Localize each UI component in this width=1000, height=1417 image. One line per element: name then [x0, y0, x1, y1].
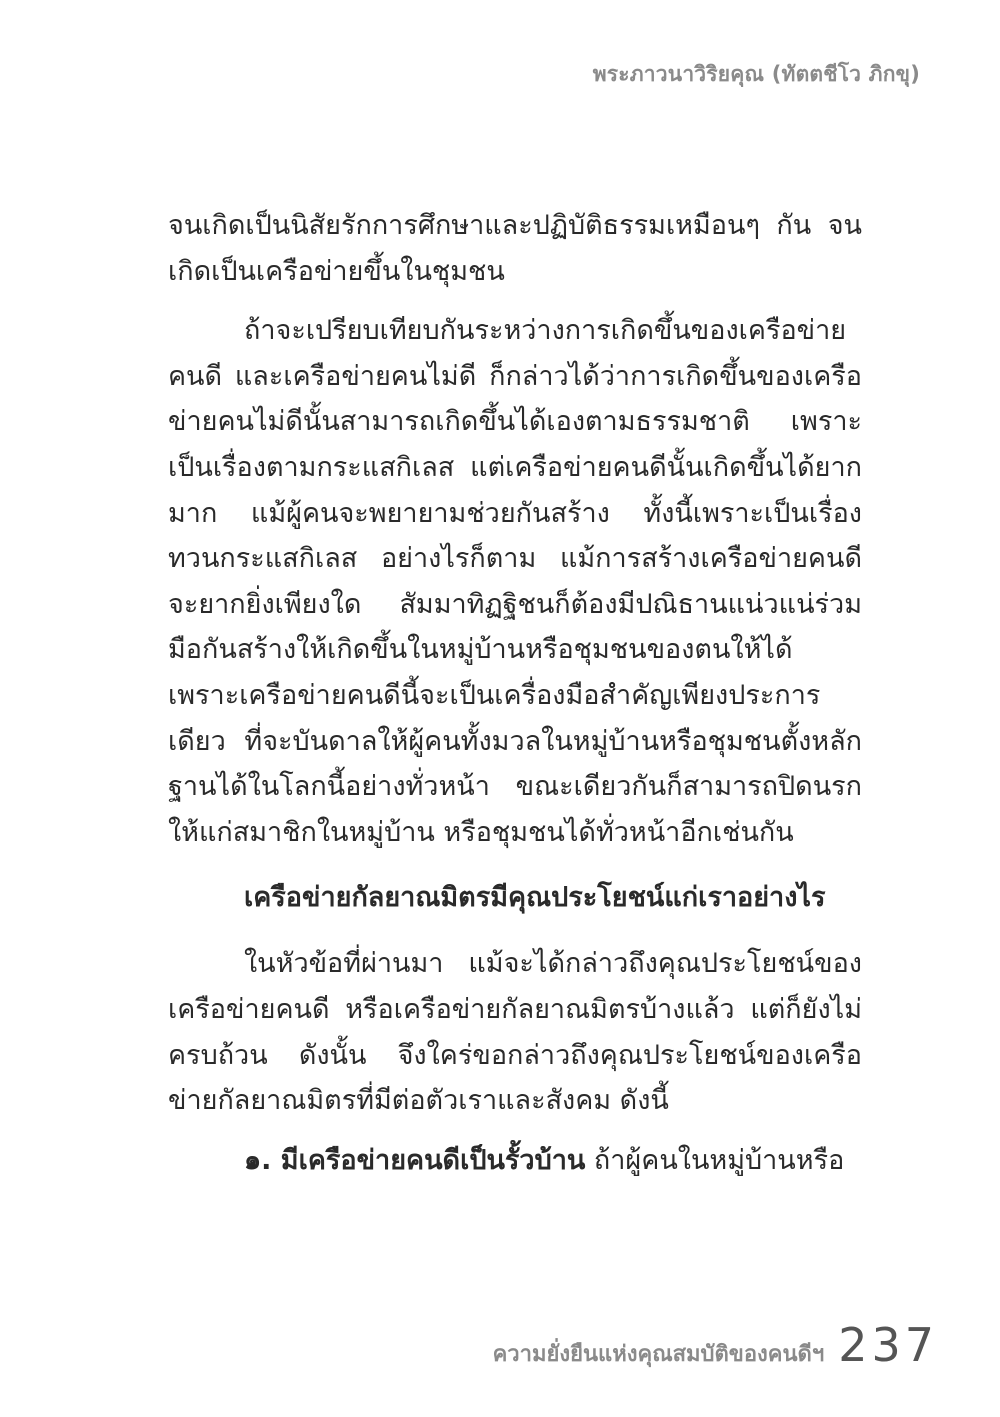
- footer-book-title: ความยั่งยืนแห่งคุณสมบัติของคนดีฯ: [492, 1342, 825, 1367]
- paragraph: จนเกิดเป็นนิสัยรักการศึกษาและปฏิบัติธรรมเหมือนๆ กัน จนเกิดเป็นเครือข่ายขึ้นในชุมชน: [168, 210, 862, 287]
- page-number: 237: [838, 1318, 938, 1372]
- list-item-text: ถ้าผู้คนในหมู่บ้านหรือ: [585, 1144, 845, 1176]
- page-footer: [493, 1318, 938, 1372]
- paragraph-gap: [168, 294, 862, 308]
- paragraph: ในหัวข้อที่ผ่านมา แม้จะได้กล่าวถึงคุณประโยชน์ของเครือข่ายคนดี หรือเครือข่ายกัลยาณมิตรบ้างแล้ว แต่ก็ยังไม่ครบถ้วน ดังนั้น จึงใคร่ขอกล่าวถึงคุณประโยชน์ของเครือข่ายกัลยาณมิตรที่มีต่อตัวเราและสังคม ดังนี้: [168, 948, 862, 1117]
- paragraph-gap: [168, 927, 862, 941]
- paragraph: ถ้าจะเปรียบเทียบกันระหว่างการเกิดขึ้นของเครือข่ายคนดี และเครือข่ายคนไม่ดี ก็กล่าวได้ว่าการเกิดขึ้นของเครือข่ายคนไม่ดีนั้นสามารถเกิดขึ้นได้เองตามธรรมชาติ เพราะเป็นเรื่องตามกระแสกิเลส แต่เครือข่ายคนดีนั้นเกิดขึ้นได้ยากมาก แม้ผู้คนจะพยายามช่วยกันสร้าง ทั้งนี้เพราะเป็นเรื่องทวนกระแสกิเลส อย่างไรก็ตาม แม้การสร้างเครือข่ายคนดีจะยากยิ่งเพียงใด สัมมาทิฏฐิชนก็ต้องมีปณิธานแน่วแน่ร่วมมือกันสร้างให้เกิดขึ้นในหมู่บ้านหรือชุมชนของตนให้ได้ เพราะเครือข่ายคนดีนี้จะเป็นเครื่องมือสำคัญเพียงประการเดียว ที่จะบันดาลให้ผู้คนทั้งมวลในหมู่บ้านหรือชุมชนตั้งหลักฐานได้ในโลกนี้อย่างทั่วหน้า ขณะเดียวกันก็สามารถปิดนรกให้แก่สมาชิกในหมู่บ้าน หรือชุมชนได้ทั่วหน้าอีกเช่นกัน: [168, 315, 862, 848]
- body-text: [168, 203, 862, 1183]
- running-header: พระภาวนาวิริยคุณ (ทัตตชีโว ภิกขุ): [592, 62, 920, 86]
- paragraph-gap: [168, 855, 862, 869]
- paragraph-gap: [168, 1124, 862, 1138]
- section-heading: เครือข่ายกัลยาณมิตรมีคุณประโยชน์แก่เราอย่างไร: [244, 882, 826, 914]
- list-item: [168, 1138, 862, 1184]
- list-item-lead: ๑. มีเครือข่ายคนดีเป็นรั้วบ้าน: [244, 1144, 586, 1176]
